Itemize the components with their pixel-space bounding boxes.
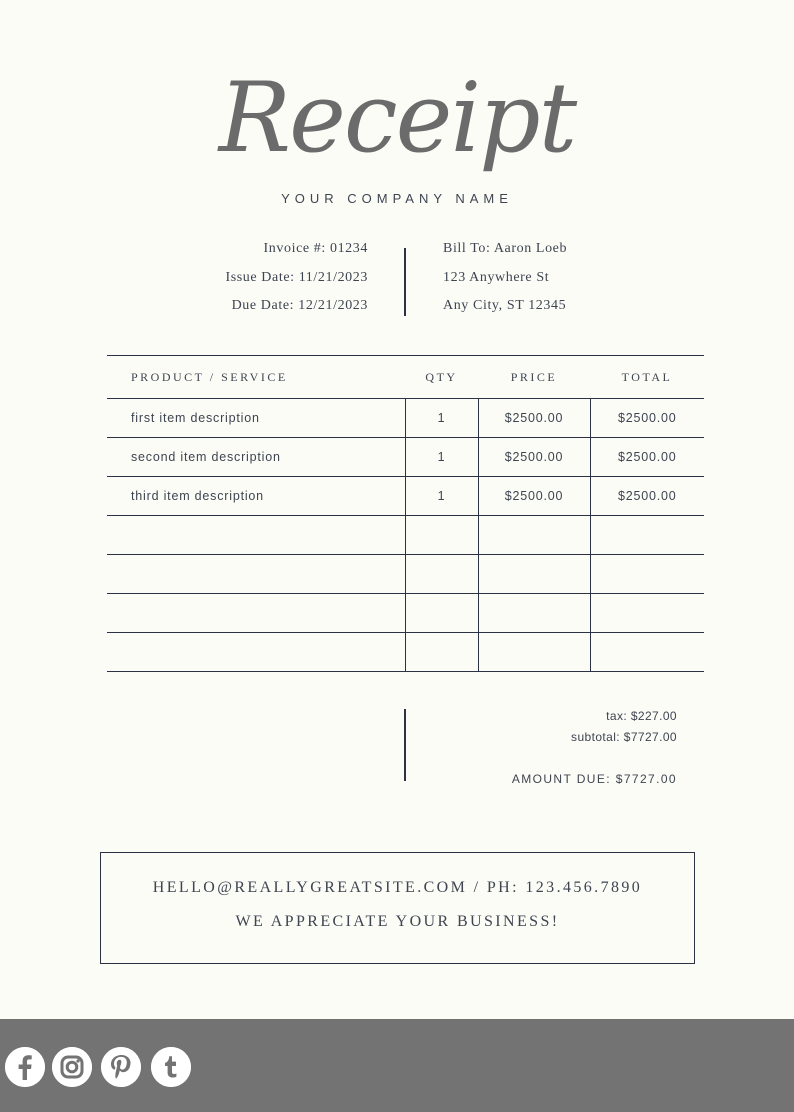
item-qty: [405, 516, 478, 555]
table-row: [107, 594, 704, 633]
column-header-product: PRODUCT / SERVICE: [107, 356, 405, 399]
item-description: second item description: [107, 438, 405, 477]
social-bar: [0, 1019, 794, 1112]
item-price: [478, 555, 590, 594]
table-row: [107, 516, 704, 555]
facebook-icon[interactable]: [5, 1047, 45, 1087]
bill-to-address-line1: 123 Anywhere St: [443, 269, 550, 285]
item-total: [590, 516, 704, 555]
item-description: [107, 594, 405, 633]
item-qty: 1: [405, 477, 478, 516]
due-date: Due Date: 12/21/2023: [231, 298, 368, 313]
bill-to-address-line2: Any City, ST 12345: [443, 298, 567, 313]
line-items-table: [107, 355, 704, 672]
item-total: [590, 555, 704, 594]
tumblr-icon[interactable]: [151, 1047, 191, 1087]
instagram-icon[interactable]: [52, 1047, 92, 1087]
item-price: [478, 633, 590, 672]
receipt-title: Receipt: [218, 62, 576, 174]
issue-date: Issue Date: 11/21/2023: [225, 269, 368, 285]
item-total: [590, 594, 704, 633]
subtotal-amount: subtotal: $7727.00: [571, 730, 677, 744]
tax-amount: tax: $227.00: [606, 709, 677, 723]
table-header-row: [107, 356, 704, 399]
table-row: [107, 633, 704, 672]
item-qty: [405, 594, 478, 633]
item-total: $2500.00: [590, 399, 704, 438]
totals-divider: [404, 709, 406, 781]
item-description: [107, 516, 405, 555]
column-header-price: PRICE: [478, 356, 590, 399]
item-price: $2500.00: [478, 438, 590, 477]
item-qty: [405, 633, 478, 672]
item-total: $2500.00: [590, 477, 704, 516]
company-name: YOUR COMPANY NAME: [281, 191, 513, 206]
pinterest-icon[interactable]: [101, 1047, 141, 1087]
item-price: [478, 516, 590, 555]
item-description: [107, 555, 405, 594]
item-description: third item description: [107, 477, 405, 516]
column-header-total: TOTAL: [590, 356, 704, 399]
item-qty: 1: [405, 438, 478, 477]
invoice-meta: [160, 240, 368, 326]
amount-due: AMOUNT DUE: $7727.00: [511, 772, 677, 786]
item-price: $2500.00: [478, 399, 590, 438]
item-price: [478, 594, 590, 633]
item-description: first item description: [107, 399, 405, 438]
table-row: [107, 399, 704, 438]
item-qty: 1: [405, 399, 478, 438]
item-description: [107, 633, 405, 672]
thank-you-message: WE APPRECIATE YOUR BUSINESS!: [235, 913, 560, 930]
item-total: [590, 633, 704, 672]
footer-box: [100, 852, 695, 964]
invoice-number: Invoice #: 01234: [263, 241, 368, 256]
meta-divider: [404, 248, 406, 316]
bill-to-name: Bill To: Aaron Loeb: [443, 241, 568, 256]
totals-block: [440, 706, 677, 790]
item-total: $2500.00: [590, 438, 704, 477]
item-price: $2500.00: [478, 477, 590, 516]
item-qty: [405, 555, 478, 594]
table-row: [107, 477, 704, 516]
column-header-qty: QTY: [405, 356, 478, 399]
table-row: [107, 438, 704, 477]
table-row: [107, 555, 704, 594]
bill-to: [443, 240, 683, 326]
contact-info: HELLO@REALLYGREATSITE.COM / PH: 123.456.7890: [152, 879, 643, 896]
